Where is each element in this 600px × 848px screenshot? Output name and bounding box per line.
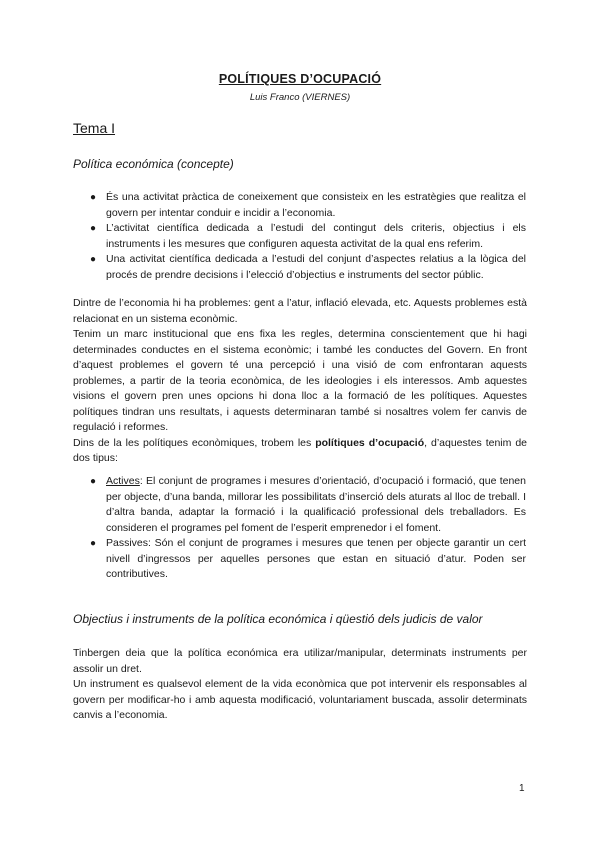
paragraph: Dintre de l’economia hi ha problemes: gent a l’atur, inflació elevada, etc. Aquests problemes està relacionat en un sistema econòmic. [73,297,527,325]
list-item-text: L’activitat científica dedicada a l’estudi del contingut dels criteris, objectius i els instruments i les mesures que configuren aquesta activitat de la qual ens referim. [106,222,526,250]
list-item [90,474,526,536]
term-passives: Passives [106,537,149,549]
paragraph [73,436,527,467]
paragraph: Un instrument es qualsevol element de la vida econòmica que pot intervenir els responsables al govern per modificar-ho i amb aquesta modificació, voluntariament buscada, assolir determinats canvis a l’economia. [73,678,527,721]
paragraph: Tinbergen deia que la política económica era utilizar/manipular, determinats instruments per assolir un dret. [73,647,527,675]
subsection-heading-1: Política económica (concepte) [73,157,234,171]
list-item-text: : Són el conjunt de programes i mesures que tenen per objecte garantir un cert nivell d’ingressos per aquelles persones que estan en situació d’atur. Poden ser contributives. [106,537,526,580]
section-heading: Tema I [73,120,116,136]
term-actives: Actives [106,475,140,487]
document-author: Luis Franco (VIERNES) [249,92,351,103]
list-item [90,190,526,221]
body-paragraphs-2 [73,646,527,724]
list-item [90,536,526,583]
bullet-icon: ● [90,254,97,265]
list-item-text: Una activitat científica dedicada a l’estudi del conjunt d’aspectes relatius a la lògica del procés de prendre decisions i l’elecció d’objectius e instruments del sector públic. [106,253,526,281]
body-paragraphs [73,296,527,467]
document-title: POLÍTIQUES D’OCUPACIÓ [218,72,382,86]
list-item [90,252,526,283]
list-item-text: És una activitat pràctica de coneixement que consisteix en les estratègies que realitza el govern per intentar conduir e incidir a l’economia. [106,191,526,219]
subsection-heading-2: Objectius i instruments de la política económica i qüestió dels judicis de valor [73,612,483,626]
bold-term: polítiques d’ocupació [315,436,425,449]
page-number: 1 [519,783,525,794]
bullet-icon: ● [90,476,97,487]
bullet-list-1 [90,190,526,283]
bullet-icon: ● [90,223,97,234]
list-item-text: : El conjunt de programes i mesures d’orientació, d’ocupació i formació, que tenen per objecte, d’una banda, millorar les possibilitats d’inserció dels aturats al lloc de treball. I d’altra banda, adaptar la formació i la qualificació professional dels treballadors. Es consideren el programes pel foment de l’esperit emprenedor i el foment. [106,475,526,534]
bullet-icon: ● [90,538,97,549]
bullet-list-2 [90,474,526,583]
bullet-icon: ● [90,192,97,203]
paragraph: Tenim un marc institucional que ens fixa les regles, determina conscientement que hi hagi determinades conductes en el sistema econòmic; i també les conductes del Govern. En front d’aquest problemes el govern té una percepció i una visió de com enfrontaran aquests problemes, a partir de la teoria econòmica, de les ideologies i els interessos. Amb aquestes visions el govern pren unes opcions hi dona lloc a la formació de les polítiques. Aquestes polítiques tindran uns resultats, i aquests determinaran també si nosaltres volem fer canvis de regulació i reformes. [73,328,527,433]
paragraph-text: Dins de la les polítiques econòmiques, trobem les [73,436,316,449]
paragraph-text: , d’aquestes tenim de dos tipus: [73,436,528,464]
list-item [90,221,526,252]
